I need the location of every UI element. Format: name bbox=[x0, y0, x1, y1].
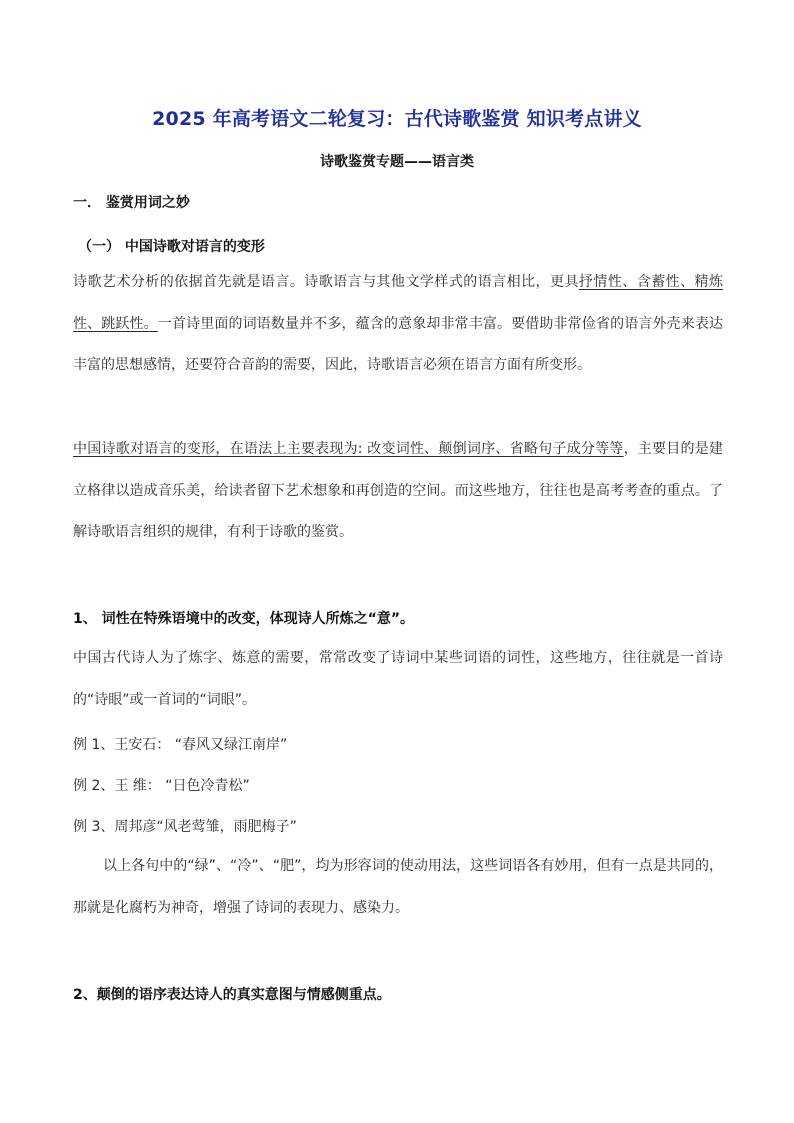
document-subtitle: 诗歌鉴赏专题——语言类 bbox=[320, 154, 474, 170]
paragraph-1-underlined: 抒情性、含蓄性、精炼性、跳跃性。 bbox=[73, 274, 724, 332]
paragraph-1-text-c: 一首诗里面的词语数量并不多，蕴含的意象却非常丰富。要借助非常俭省的语言外壳来表达丰富的思想感情，还要符合音韵的需要，因此，诗歌语言必须在语言方面有所变形。 bbox=[73, 315, 724, 373]
paragraph-2 bbox=[73, 429, 723, 554]
paragraph-2-text-b: ，主要目的是建立格律以造成音乐美，给读者留下艺术想象和再创造的空间。而这些地方，往往也是高考考查的重点。了解诗歌语言组织的规律，有利于诗歌的鉴赏。 bbox=[73, 441, 724, 540]
example-3: 例 3、周邦彦“风老莺雏，雨肥梅子” bbox=[73, 819, 297, 835]
section-heading-1: 一． 鉴赏用词之妙 bbox=[73, 195, 190, 211]
example-1: 例 1、王安石： “春风又绿江南岸” bbox=[73, 737, 288, 753]
paragraph-3: 中国古代诗人为了炼字、炼意的需要，常常改变了诗词中某些词语的词性，这些地方，往往就是一首诗的“诗眼”或一首词的“词眼”。 bbox=[73, 650, 723, 708]
document-title: 2025 年高考语文二轮复习：古代诗歌鉴赏 知识考点讲义 bbox=[152, 108, 642, 130]
paragraph-2-underlined: 中国诗歌对语言的变形，在语法上主要表现为: 改变词性、颠倒词序、省略句子成分等等 bbox=[73, 441, 624, 457]
subsection-heading-1: （一） 中国诗歌对语言的变形 bbox=[78, 239, 265, 255]
paragraph-1 bbox=[73, 262, 723, 387]
point-heading-2: 2、颠倒的语序表达诗人的真实意图与情感侧重点。 bbox=[73, 987, 391, 1003]
paragraph-4: 以上各句中的“绿”、“冷”、“肥”，均为形容词的使动用法，这些词语各有妙用，但有一点是共同的，那就是化腐朽为神奇，增强了诗词的表现力、感染力。 bbox=[73, 858, 723, 916]
paragraph-1-text-a: 诗歌艺术分析的依据首先就是语言。诗歌语言与其他文学样式的语言相比，更具 bbox=[73, 274, 579, 290]
example-2: 例 2、王 维： “日色冷青松” bbox=[73, 778, 250, 794]
point-heading-1: 1、 词性在特殊语境中的改变，体现诗人所炼之“意”。 bbox=[73, 611, 415, 627]
